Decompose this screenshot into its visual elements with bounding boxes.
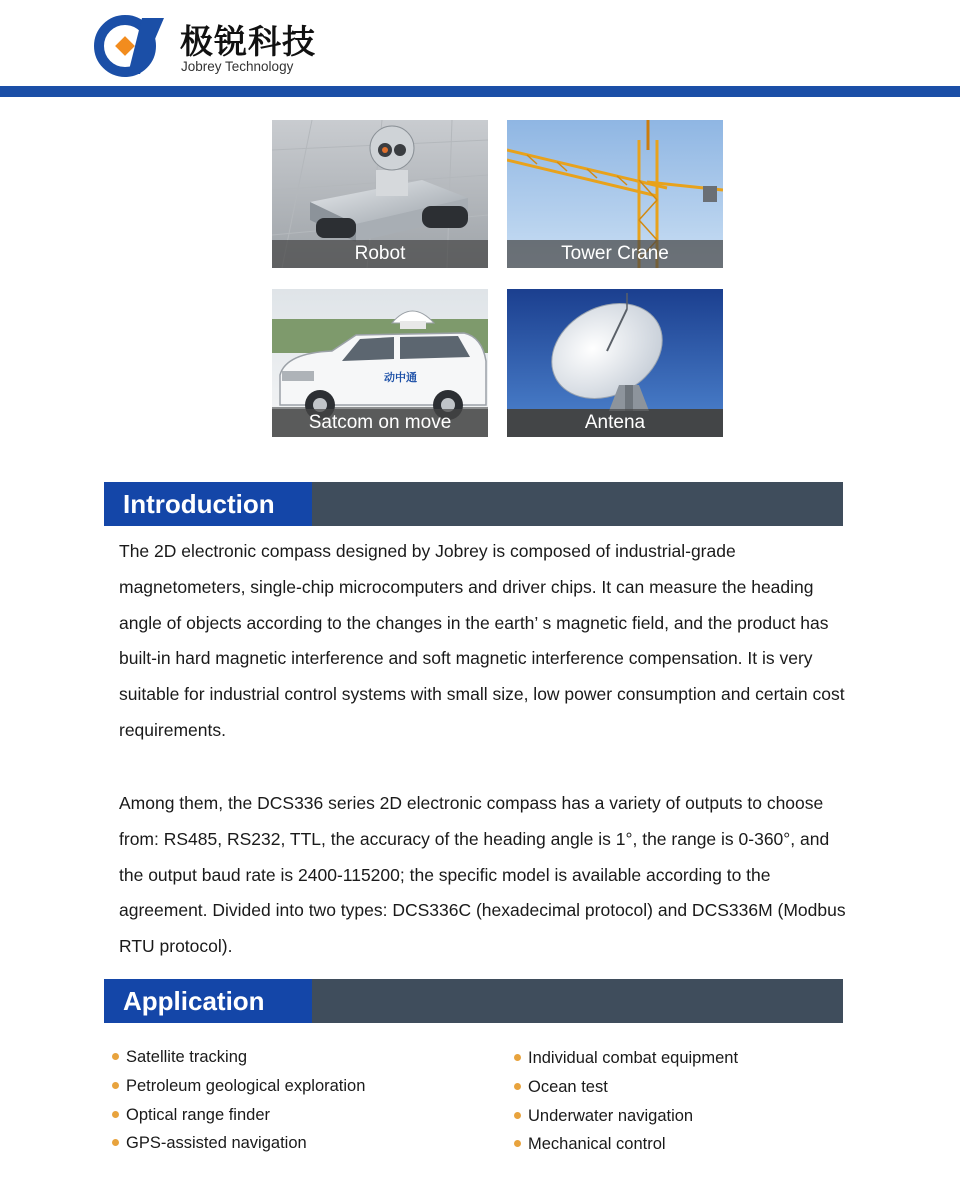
bullet-dot-icon [514, 1083, 521, 1090]
application-list-right [514, 1044, 738, 1159]
car-decal-text: 动中通 [384, 371, 417, 384]
bullet-dot-icon [112, 1111, 119, 1118]
gallery-tile-robot [272, 120, 488, 268]
list-item: Underwater navigation [514, 1102, 738, 1131]
bullet-dot-icon [112, 1082, 119, 1089]
introduction-paragraph-1: The 2D electronic compass designed by Jobrey is composed of industrial-grade magnetometers, single-chip microcomputers and driver chips. It can measure the heading angle of objects according to the changes in the earth’ s magnetic field, and the product has built-in hard magnetic interference and soft magnetic interference compensation. It is very suitable for industrial control systems with small size, low power consumption and certain cost requirements. [119, 541, 845, 740]
tile-caption: Robot [272, 240, 488, 268]
jobrey-logo-icon [94, 12, 166, 78]
header-divider [0, 86, 960, 97]
bullet-dot-icon [112, 1053, 119, 1060]
brand-name-cn: 极锐科技 [180, 22, 316, 61]
application-section-bar [104, 979, 843, 1023]
brand-name-en: Jobrey Technology [181, 59, 294, 74]
list-item: Optical range finder [112, 1101, 365, 1130]
tile-caption: Antena [507, 409, 723, 437]
gallery-tile-antenna [507, 289, 723, 437]
introduction-paragraph-2: Among them, the DCS336 series 2D electronic compass has a variety of outputs to choose from: RS485, RS232, TTL, the accuracy of the heading angle is 1°, the range is 0-360°, and the output baud rate is 2400-115200; the specific model is available according to the agreement. Divided into two types: DCS336C (hexadecimal protocol) and DCS336M (Modbus RTU protocol). [119, 793, 846, 957]
list-item: GPS-assisted navigation [112, 1129, 365, 1158]
tile-caption: Tower Crane [507, 240, 723, 268]
list-item: Petroleum geological exploration [112, 1072, 365, 1101]
bullet-dot-icon [514, 1140, 521, 1147]
page-header [0, 0, 960, 98]
list-item: Mechanical control [514, 1130, 738, 1159]
gallery-tile-satcom [272, 289, 488, 437]
gallery-tile-tower-crane [507, 120, 723, 268]
bullet-dot-icon [514, 1054, 521, 1061]
introduction-heading: Introduction [104, 482, 312, 526]
list-item: Satellite tracking [112, 1043, 365, 1072]
introduction-section-bar [104, 482, 843, 526]
bullet-dot-icon [112, 1139, 119, 1146]
application-heading: Application [104, 979, 312, 1023]
application-list-left [112, 1043, 365, 1158]
bullet-dot-icon [514, 1112, 521, 1119]
list-item: Individual combat equipment [514, 1044, 738, 1073]
list-item: Ocean test [514, 1073, 738, 1102]
tile-caption: Satcom on move [272, 409, 488, 437]
